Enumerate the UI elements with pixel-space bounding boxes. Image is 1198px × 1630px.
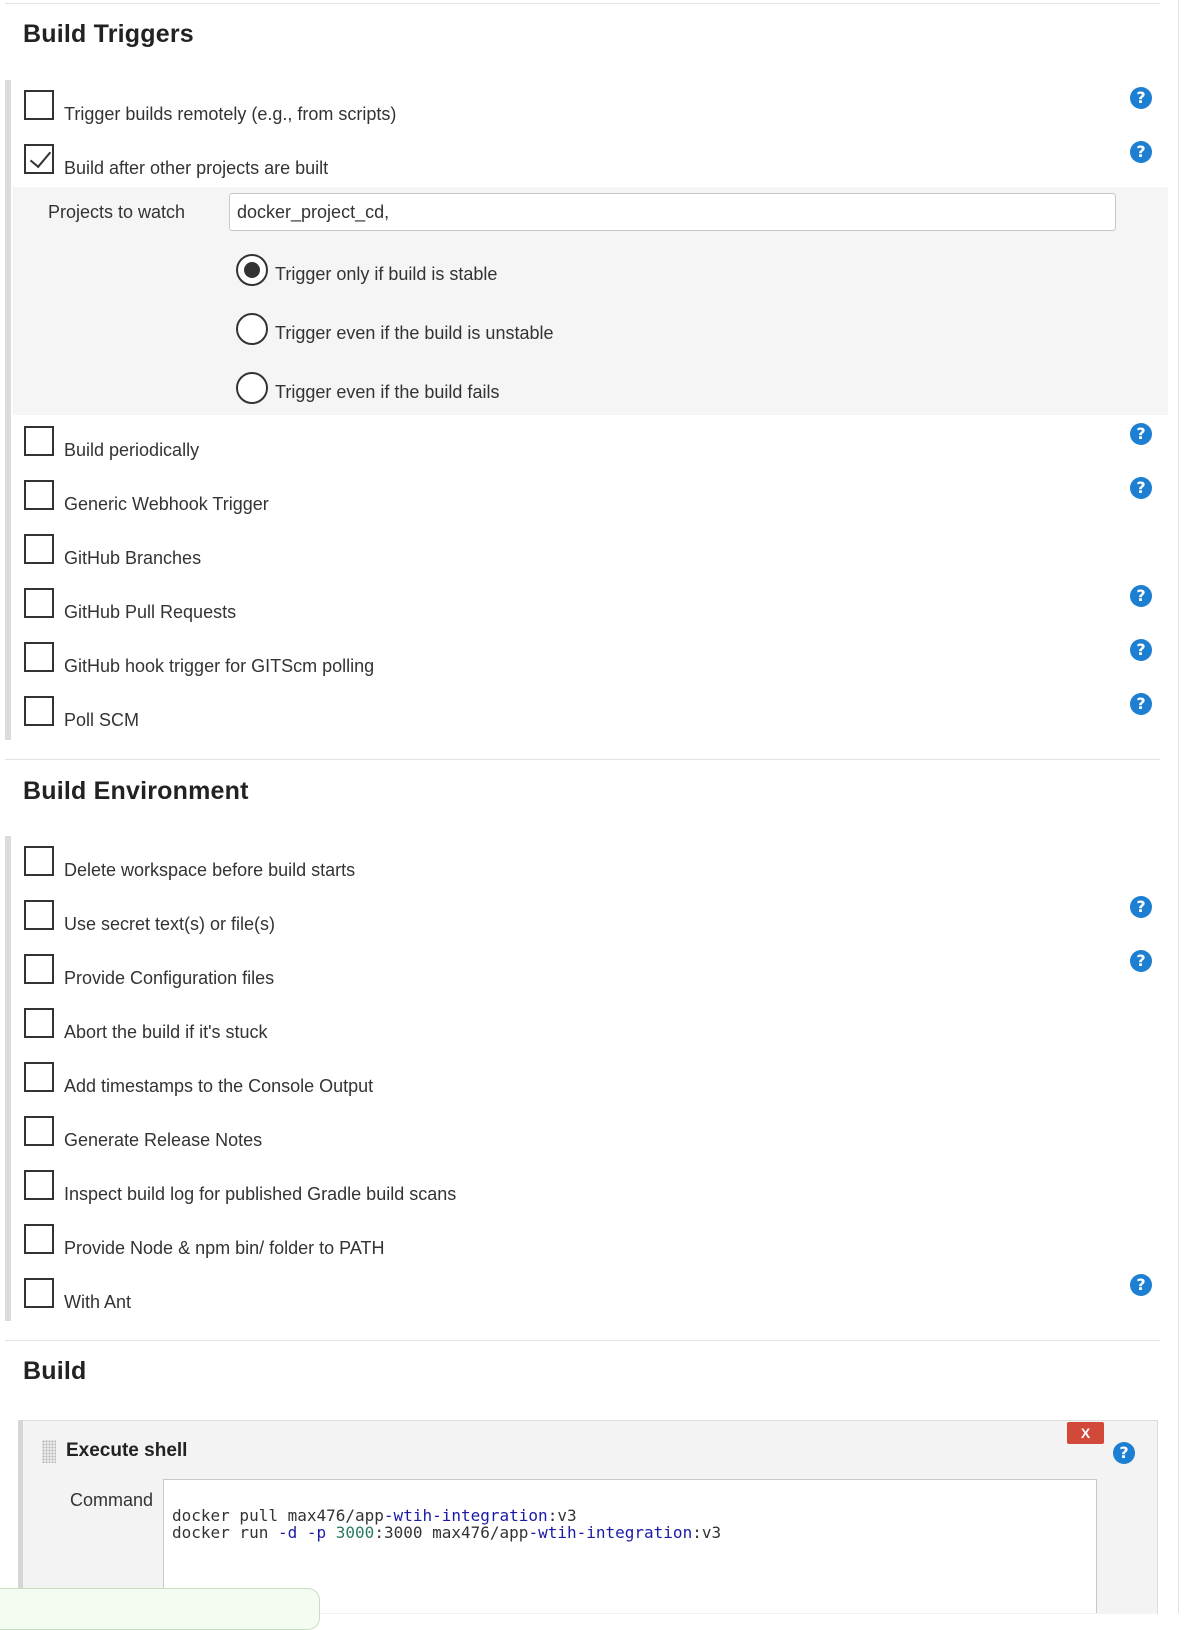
page-edge-divider (1178, 0, 1179, 1613)
checkbox[interactable] (24, 1062, 54, 1092)
help-icon[interactable]: ? (1130, 1274, 1152, 1296)
top-divider (5, 3, 1160, 4)
help-icon[interactable]: ? (1130, 585, 1152, 607)
option-label: Provide Node & npm bin/ folder to PATH (64, 1238, 385, 1258)
checkbox-checked[interactable] (24, 144, 54, 174)
option-label: Build periodically (64, 440, 200, 460)
help-icon[interactable]: ? (1130, 423, 1152, 445)
option-label: Delete workspace before build starts (64, 860, 356, 880)
radio-label: Trigger even if the build fails (275, 382, 500, 402)
build-triggers-group-bar (5, 80, 11, 740)
checkbox[interactable] (24, 1224, 54, 1254)
drag-handle-icon[interactable] (42, 1440, 56, 1463)
option-label: Poll SCM (64, 710, 140, 730)
projects-to-watch-input[interactable] (229, 193, 1116, 231)
option-label: Generic Webhook Trigger (64, 494, 269, 514)
projects-to-watch-label: Projects to watch (48, 202, 186, 222)
help-icon[interactable]: ? (1130, 950, 1152, 972)
help-icon[interactable]: ? (1113, 1442, 1135, 1464)
checkbox[interactable] (24, 1008, 54, 1038)
section-divider (5, 1340, 1160, 1341)
checkbox[interactable] (24, 480, 54, 510)
checkbox[interactable] (24, 426, 54, 456)
help-icon[interactable]: ? (1130, 87, 1152, 109)
checkbox[interactable] (24, 1116, 54, 1146)
checkbox[interactable] (24, 534, 54, 564)
command-line-1: docker pull max476/app-wtih-integration:v3 (172, 1506, 577, 1525)
checkbox[interactable] (24, 696, 54, 726)
help-icon[interactable]: ? (1130, 693, 1152, 715)
execute-shell-title: Execute shell (66, 1440, 188, 1461)
checkbox[interactable] (24, 846, 54, 876)
command-label: Command (70, 1490, 154, 1510)
checkbox[interactable] (24, 1278, 54, 1308)
checkbox[interactable] (24, 954, 54, 984)
option-label: Use secret text(s) or file(s) (64, 914, 276, 934)
help-icon[interactable]: ? (1130, 639, 1152, 661)
option-label: Trigger builds remotely (e.g., from scripts) (64, 104, 397, 124)
option-label: Build after other projects are built (64, 158, 329, 178)
option-label: Add timestamps to the Console Output (64, 1076, 374, 1096)
radio-label: Trigger even if the build is unstable (275, 323, 554, 343)
checkbox[interactable] (24, 642, 54, 672)
radio-label: Trigger only if build is stable (275, 264, 498, 284)
section-title-build: Build (23, 1357, 87, 1385)
option-label: GitHub Pull Requests (64, 602, 237, 622)
checkbox[interactable] (24, 900, 54, 930)
option-label: Provide Configuration files (64, 968, 275, 988)
help-icon[interactable]: ? (1130, 896, 1152, 918)
option-label: Abort the build if it's stuck (64, 1022, 268, 1042)
command-line-2: docker run -d -p 3000:3000 max476/app-wtih-integration:v3 (172, 1523, 722, 1542)
delete-step-button[interactable]: X (1067, 1422, 1104, 1444)
checkbox[interactable] (24, 1170, 54, 1200)
section-divider (5, 759, 1160, 760)
radio-trigger-if-unstable[interactable] (236, 313, 268, 345)
help-icon[interactable]: ? (1130, 141, 1152, 163)
option-label: With Ant (64, 1292, 132, 1312)
option-label: Generate Release Notes (64, 1130, 263, 1150)
build-environment-group-bar (5, 836, 11, 1321)
section-title-build-environment: Build Environment (23, 777, 249, 805)
checkbox[interactable] (24, 90, 54, 120)
build-step-bar (18, 1420, 23, 1613)
option-label: GitHub Branches (64, 548, 202, 568)
bottom-panel-tab[interactable] (0, 1588, 320, 1630)
section-title-build-triggers: Build Triggers (23, 20, 194, 48)
radio-trigger-if-stable[interactable] (236, 254, 268, 286)
option-label: GitHub hook trigger for GITScm polling (64, 656, 375, 676)
option-label: Inspect build log for published Gradle build scans (64, 1184, 457, 1204)
radio-trigger-if-fails[interactable] (236, 372, 268, 404)
checkbox[interactable] (24, 588, 54, 618)
help-icon[interactable]: ? (1130, 477, 1152, 499)
